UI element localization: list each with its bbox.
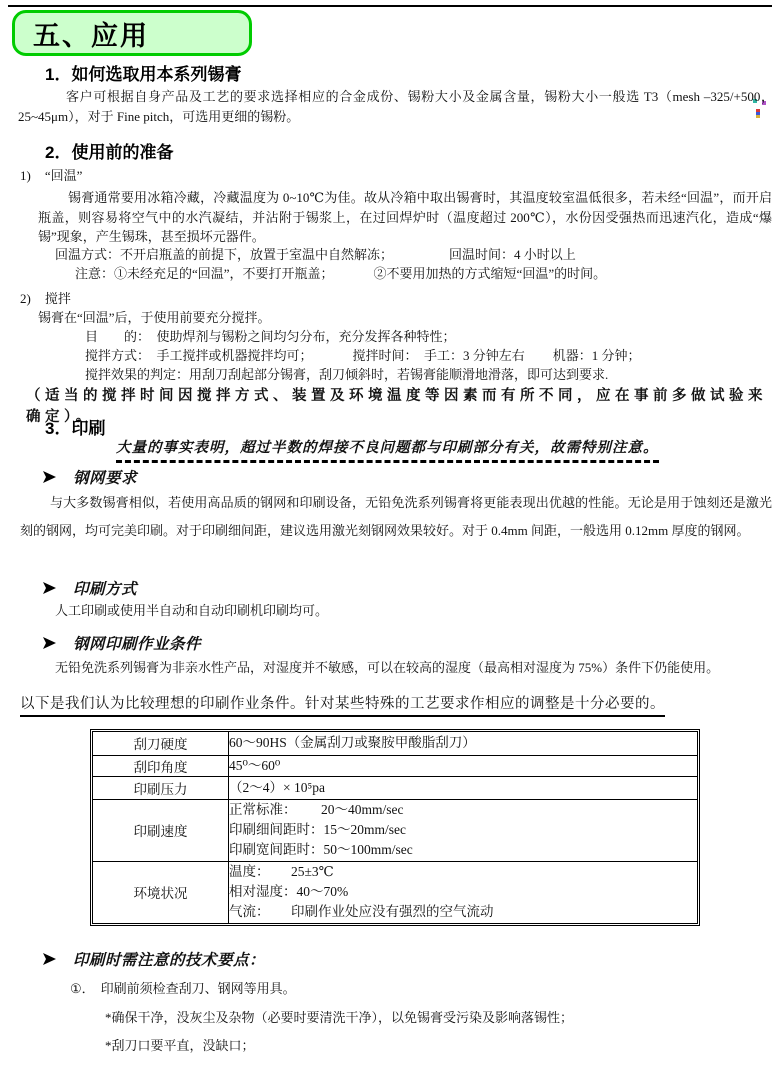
list-item-title: “回温” bbox=[44, 168, 83, 183]
cell-text: 20～40mm/sec bbox=[321, 802, 404, 817]
row-value bbox=[229, 799, 698, 861]
row-value bbox=[229, 861, 698, 923]
bullet-title: 钢网印刷作业条件 bbox=[73, 636, 202, 653]
list-item-rewarm bbox=[20, 168, 82, 184]
arrowhead-bullet-icon bbox=[43, 953, 56, 965]
line-stir-purpose: 目 的： 使助焊剂与锡粉之间均匀分布，充分发挥各种特性； bbox=[85, 329, 456, 344]
page-title: 五、应用 bbox=[33, 20, 149, 51]
cell-text: （2～4）× 10⁵pa bbox=[229, 779, 325, 795]
paragraph-rewarm: 锡膏通常要用冰箱冷藏，冷藏温度为 0~10℃为佳。故从冷箱中取出锡膏时，其温度较室温低很多，若未经“回温”，而开启瓶盖，则容易将空气中的水汽凝结，并沾附于锡浆上，在过回焊炉时（温度超过 200℃），水份因受强热而迅速汽化，造成“爆锡”现象，产生锡珠，甚至损坏元器件。 bbox=[38, 190, 772, 244]
row-value bbox=[229, 732, 698, 755]
cell-key: 温度： bbox=[229, 864, 270, 880]
heading-preparation: 2．使用前的准备 bbox=[45, 143, 174, 162]
row-label-environment: 环境状况 bbox=[93, 861, 229, 923]
table-row bbox=[93, 755, 697, 776]
printing-warning-underlined: 大量的事实表明，超过半数的焊接不良问题都与印刷部分有关，故需特别注意。 bbox=[116, 436, 659, 463]
bullet-title: 钢网要求 bbox=[73, 470, 138, 487]
list-number: 1) bbox=[20, 168, 31, 183]
list-item-title: 搅拌 bbox=[44, 291, 71, 306]
rewarm-note2: ②不要用加热的方式缩短“回温”的时间。 bbox=[373, 266, 607, 281]
line-rewarm-method bbox=[55, 247, 576, 263]
bullet-title: 印刷时需注意的技术要点： bbox=[73, 952, 266, 969]
row-label-print-pressure: 印刷压力 bbox=[93, 776, 229, 799]
point-sub-clean: *确保干净，没灰尘及杂物（必要时要清洗干净），以免锡膏受污染及影响落锡性； bbox=[105, 1010, 574, 1025]
cell-key: 印刷细间距时： bbox=[229, 822, 324, 837]
line-stir-intro: 锡膏在“回温”后，于使用前要充分搅拌。 bbox=[38, 310, 271, 325]
table-row bbox=[93, 732, 697, 755]
cell-text: 60～90HS（金属刮刀或聚胺甲酸脂刮刀） bbox=[229, 735, 476, 751]
top-horizontal-rule bbox=[8, 5, 772, 7]
point-check-tools bbox=[70, 981, 296, 997]
row-value bbox=[229, 755, 698, 776]
table-row bbox=[93, 799, 697, 861]
point-text: 印刷前须检查刮刀、钢网等用具。 bbox=[100, 981, 296, 996]
stir-time2-text: 机器：1 分钟； bbox=[552, 348, 641, 363]
stir-bold-note: （适当的搅拌时间因搅拌方式、装置及环境温度等因素而有所不同，应在事前多做试验来确定）。 bbox=[26, 388, 767, 425]
bullet-stencil-requirements bbox=[43, 466, 137, 488]
row-label-squeegee-hardness: 刮刀硬度 bbox=[93, 732, 229, 755]
ideal-conditions-underlined: 以下是我们认为比较理想的印刷作业条件。针对某些特殊的工艺要求作相应的调整是十分必要的。 bbox=[20, 692, 665, 717]
stir-time-text: 搅拌时间： 手工：3 分钟左右 bbox=[352, 348, 525, 363]
section-title-box bbox=[12, 10, 252, 56]
bullet-printing-key-points bbox=[43, 948, 265, 970]
point-sub-straight-edge: *刮刀口要平直，没缺口； bbox=[105, 1038, 255, 1053]
line-rewarm-notes bbox=[75, 266, 606, 282]
bullet-printing-method bbox=[43, 577, 137, 599]
bullet-printing-conditions bbox=[43, 632, 201, 654]
cell-text: 25±3℃ bbox=[291, 864, 334, 880]
circled-number: ①． bbox=[70, 981, 95, 996]
cell-text: 印刷作业处应没有强烈的空气流动 bbox=[291, 904, 494, 920]
row-value bbox=[229, 776, 698, 799]
printing-parameters-table bbox=[90, 729, 700, 926]
arrowhead-bullet-icon bbox=[43, 637, 56, 649]
stir-method-text: 搅拌方式： 手工搅拌或机器搅拌均可； bbox=[85, 348, 313, 363]
paragraph-printing-conditions: 无铅免洗系列锡膏为非亲水性产品，对湿度并不敏感，可以在较高的湿度（最高相对湿度为 75%）条件下仍能使用。 bbox=[55, 660, 720, 675]
paragraph-printing-method: 人工印刷或使用半自动和自动印刷机印刷均可。 bbox=[55, 603, 329, 618]
cell-key: 正常标准： bbox=[229, 802, 297, 817]
paragraph-select-paste: 客户可根据自身产品及工艺的要求选择相应的合金成份、锡粉大小及金属含量，锡粉大小一般选 T3（mesh –325/+500，25~45μm），对于 Fine pitch，可选用更细的锡粉。 bbox=[18, 89, 774, 124]
cell-text: 50～100mm/sec bbox=[323, 842, 413, 857]
cell-key: 印刷宽间距时： bbox=[229, 842, 324, 857]
arrowhead-bullet-icon bbox=[43, 471, 56, 483]
rewarm-note1: 注意：①未经充足的“回温”，不要打开瓶盖； bbox=[75, 266, 334, 281]
heading-printing: 3．印刷 bbox=[45, 419, 106, 438]
rewarm-method-text: 回温方式：不开启瓶盖的前提下，放置于室温中自然解冻； bbox=[55, 247, 394, 262]
cell-key: 气流： bbox=[229, 904, 270, 920]
paragraph-stencil-requirements: 与大多数锡膏相似，若使用高品质的钢网和印刷设备，无铅免洗系列锡膏将更能表现出优越的性能。无论是用于蚀刻还是激光刻的钢网，均可完美印刷。对于印刷细间距，建议选用激光刻钢网效果较好。对于 0.4mm 间距，一般选用 0.12mm 厚度的钢网。 bbox=[20, 495, 772, 538]
list-item-stir bbox=[20, 291, 71, 307]
cell-key: 相对湿度： bbox=[229, 884, 297, 900]
arrowhead-bullet-icon bbox=[43, 582, 56, 594]
table-row bbox=[93, 776, 697, 799]
heading-select-paste: 1．如何选取用本系列锡膏 bbox=[45, 65, 242, 84]
row-label-print-speed: 印刷速度 bbox=[93, 799, 229, 861]
line-stir-judge: 搅拌效果的判定：用刮刀刮起部分锡膏，刮刀倾斜时，若锡膏能顺滑地滑落，即可达到要求. bbox=[85, 367, 609, 382]
cell-text: 15～20mm/sec bbox=[323, 822, 406, 837]
cell-text: 45⁰～60⁰ bbox=[229, 757, 281, 773]
line-stir-method bbox=[85, 348, 641, 364]
bullet-title: 印刷方式 bbox=[73, 581, 138, 598]
row-label-print-angle: 刮印角度 bbox=[93, 755, 229, 776]
list-number: 2) bbox=[20, 291, 31, 306]
table-row bbox=[93, 861, 697, 923]
rewarm-time-text: 回温时间：4 小时以上 bbox=[449, 247, 576, 262]
cell-text: 40～70% bbox=[296, 884, 349, 900]
